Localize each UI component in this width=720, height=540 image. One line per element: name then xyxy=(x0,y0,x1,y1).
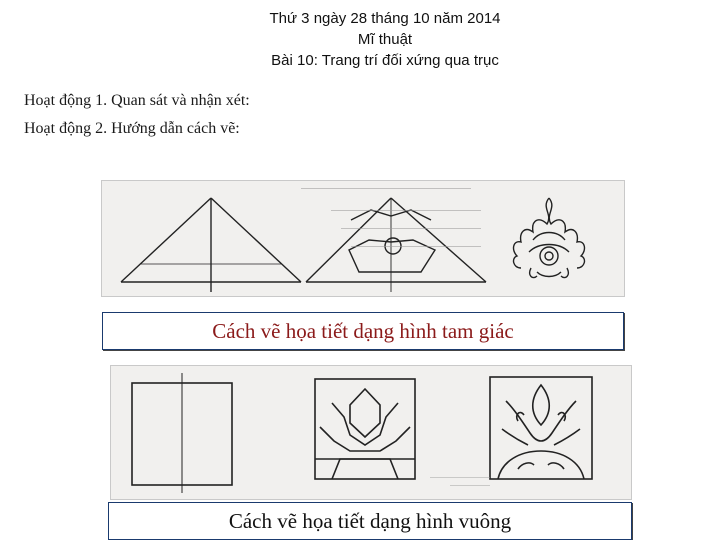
square-steps-drawing xyxy=(110,365,632,500)
square-motif-illustration xyxy=(110,365,632,500)
square-step-3 xyxy=(490,377,592,479)
square-motif-caption: Cách vẽ họa tiết dạng hình vuông xyxy=(108,502,632,540)
square-step-2 xyxy=(315,379,415,479)
triangle-step-3 xyxy=(514,198,585,278)
triangle-steps-drawing xyxy=(101,180,625,297)
subject-line: Mĩ thuật xyxy=(357,31,413,48)
lesson-title: Bài 10: Trang trí đối xứng qua trục xyxy=(271,52,499,69)
activity-2-label: Hoạt động 2. Hướng dẫn cách vẽ: xyxy=(24,120,240,137)
triangle-step-2 xyxy=(306,198,486,292)
lesson-header xyxy=(0,8,720,71)
activity-1-label: Hoạt động 1. Quan sát và nhận xét: xyxy=(24,92,250,109)
triangle-step-1 xyxy=(121,198,301,292)
date-line: Thứ 3 ngày 28 tháng 10 năm 2014 xyxy=(269,10,501,27)
square-step-1 xyxy=(132,373,232,493)
triangle-motif-illustration xyxy=(101,180,625,297)
triangle-motif-caption: Cách vẽ họa tiết dạng hình tam giác xyxy=(102,312,624,350)
